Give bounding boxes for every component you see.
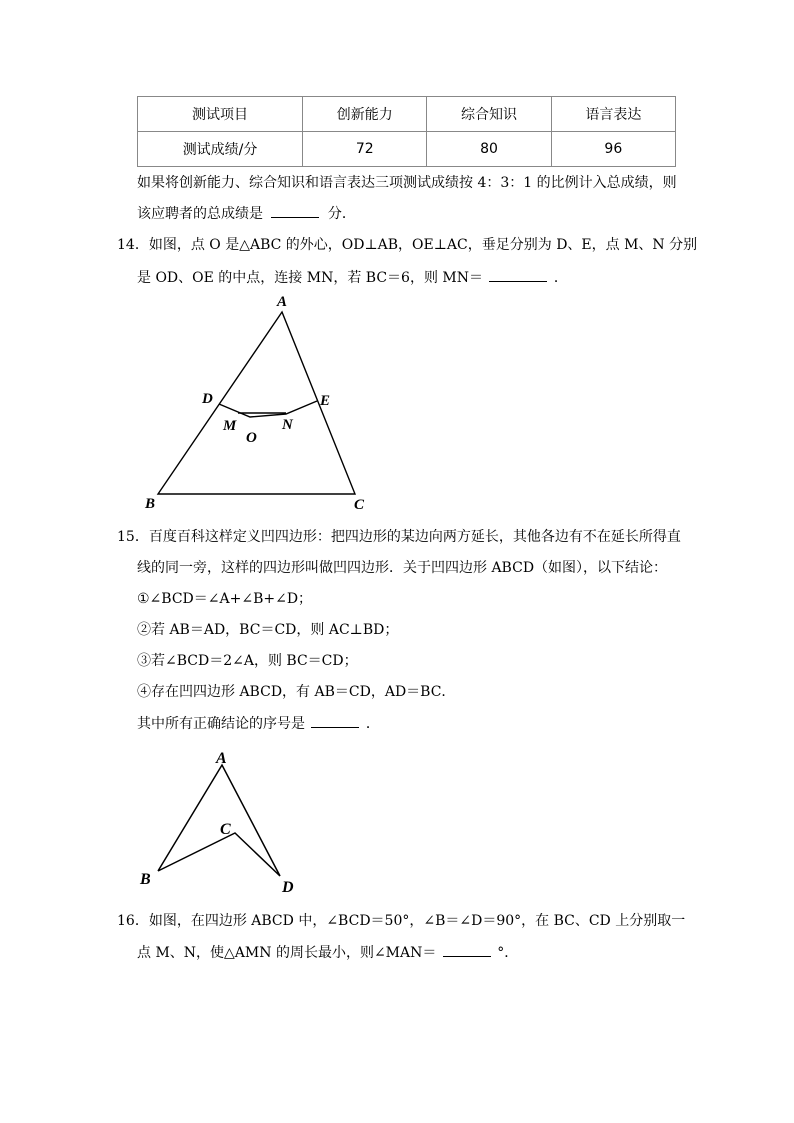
label-d: D <box>202 391 213 407</box>
q15-conclusion-4: ④存在凹四边形 ABCD，有 AB＝CD，AD＝BC． <box>137 684 456 700</box>
q14-line2-text: 是 OD、OE 的中点，连接 MN，若 BC＝6，则 MN＝ <box>137 270 483 286</box>
q15-line2: 线的同一旁，这样的四边形叫做凹四边形．关于凹四边形 ABCD（如图），以下结论： <box>137 560 668 576</box>
q15-question-end: ． <box>365 716 380 732</box>
q14-triangle-figure <box>130 290 380 520</box>
table-cell: 80 <box>427 132 551 167</box>
q14-line1 <box>117 235 697 255</box>
answer-blank[interactable] <box>489 267 547 282</box>
q13-line2 <box>137 203 356 224</box>
label-b: B <box>145 496 156 512</box>
q15-conclusion-1: ①∠BCD＝∠A+∠B+∠D； <box>137 591 313 607</box>
q14-line1-text: 如图，点 O 是△ABC 的外心，OD⊥AB，OE⊥AC，垂足分别为 D、E，点 M、N 分别 <box>148 237 698 253</box>
q13-line2-end: 分． <box>327 206 356 222</box>
table-cell: 语言表达 <box>551 97 675 132</box>
question-number: 15． <box>117 529 149 545</box>
label-d: D <box>282 879 294 896</box>
label-o: O <box>246 430 257 446</box>
label-c: C <box>354 497 365 513</box>
q15-conclusion-3: ③若∠BCD＝2∠A，则 BC＝CD； <box>137 653 358 669</box>
label-e: E <box>320 393 331 409</box>
table-header-row <box>138 97 676 132</box>
q15-concave-quadrilateral-figure <box>130 745 320 900</box>
q14-line2-end: ． <box>553 270 568 286</box>
label-a: A <box>216 750 227 767</box>
label-n: N <box>282 417 293 433</box>
perpendiculars-od-oe <box>219 401 317 417</box>
table-cell: 综合知识 <box>427 97 551 132</box>
label-b: B <box>140 871 151 888</box>
table-cell: 72 <box>303 132 427 167</box>
answer-blank[interactable] <box>311 713 359 728</box>
table-cell: 测试项目 <box>138 97 303 132</box>
q13-line1: 如果将创新能力、综合知识和语言表达三项测试成绩按 4：3：1 的比例计入总成绩，则 <box>137 175 677 191</box>
q14-line2 <box>137 267 568 288</box>
label-c: C <box>220 821 231 838</box>
table-cell: 创新能力 <box>303 97 427 132</box>
answer-blank[interactable] <box>271 203 319 218</box>
q15-question <box>137 713 380 734</box>
q15-question-text: 其中所有正确结论的序号是 <box>137 716 305 732</box>
q16-line1-text: 如图，在四边形 ABCD 中，∠BCD＝50°，∠B＝∠D＝90°，在 BC、CD 上分别取一 <box>148 913 686 929</box>
label-a: A <box>277 294 288 310</box>
q16-line1 <box>117 911 685 931</box>
q15-conclusion-2: ②若 AB＝AD，BC＝CD，则 AC⊥BD； <box>137 622 399 638</box>
question-number: 14． <box>117 237 149 253</box>
score-table <box>137 96 676 167</box>
q16-line2-text: 点 M、N，使△AMN 的周长最小，则∠MAN＝ <box>137 945 437 961</box>
label-m: M <box>223 418 237 434</box>
q16-line2-end: °． <box>497 945 519 961</box>
quadrilateral-abcd <box>158 765 280 876</box>
table-row <box>138 132 676 167</box>
q16-line2 <box>137 942 518 963</box>
question-number: 16． <box>117 913 149 929</box>
q15-line1 <box>117 527 681 547</box>
q15-line1-text: 百度百科这样定义凹四边形：把四边形的某边向两方延长，其他各边有不在延长所得直 <box>148 529 681 545</box>
table-cell: 96 <box>551 132 675 167</box>
answer-blank[interactable] <box>443 942 491 957</box>
q13-line2-text: 该应聘者的总成绩是 <box>137 206 263 222</box>
table-cell: 测试成绩/分 <box>138 132 303 167</box>
